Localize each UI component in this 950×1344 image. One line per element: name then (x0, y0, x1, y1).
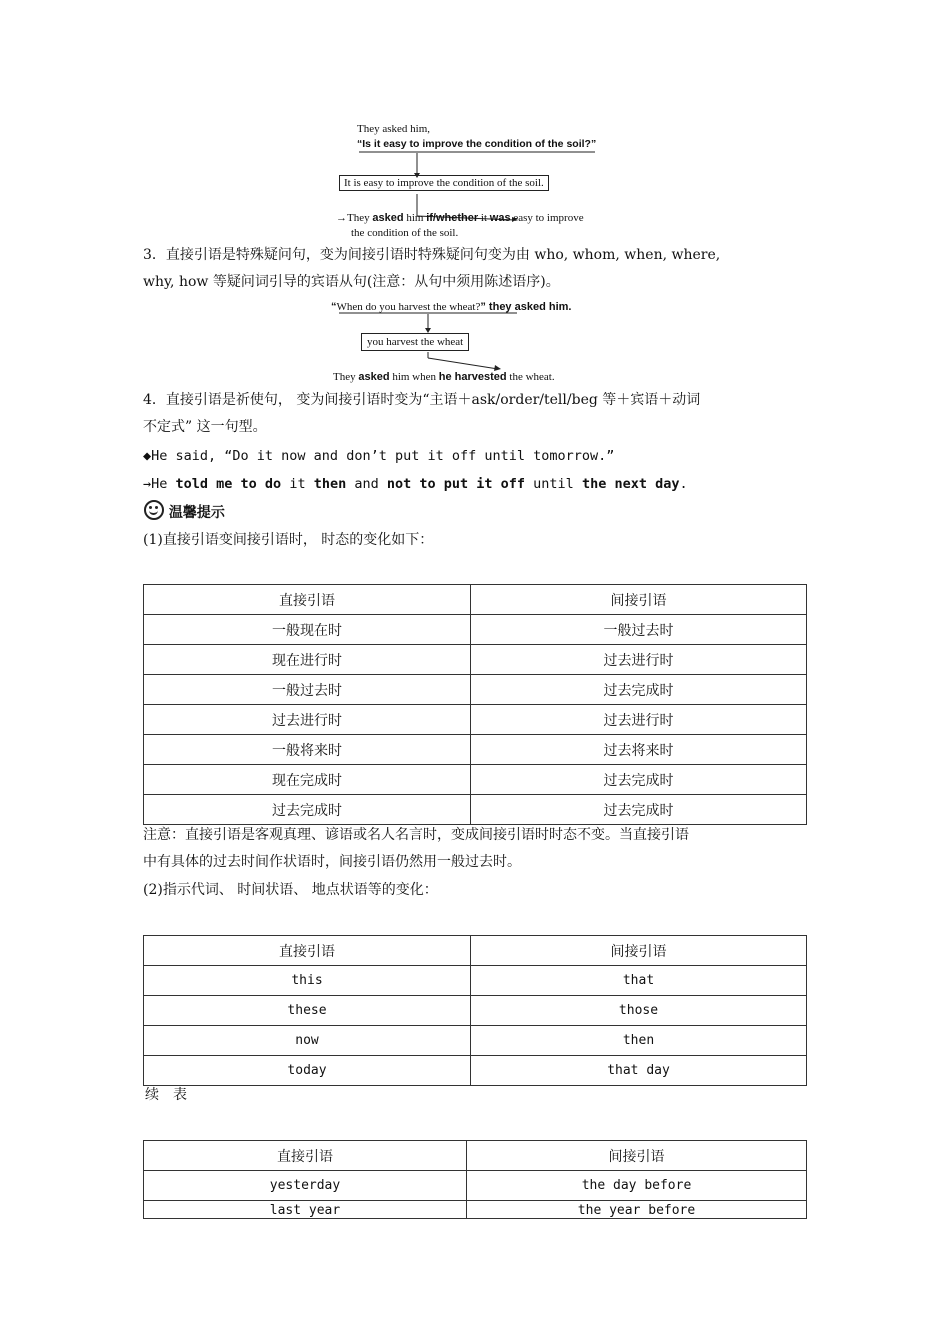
point4-line1: 4．直接引语是祈使句， 变为间接引语时变为“主语＋ask/order/tell/beg 等＋宾语＋动词 (143, 392, 701, 408)
cell-direct: 现在完成时 (144, 765, 471, 795)
cell-direct: 一般将来时 (144, 735, 471, 765)
header-indirect: 间接引语 (467, 1141, 807, 1171)
word-change-table (143, 935, 807, 1086)
point3-line2: why, how 等疑问词引导的宾语从句(注意：从句中须用陈述语序)。 (143, 274, 560, 290)
cell-indirect: that (471, 966, 807, 996)
table-row (144, 1026, 807, 1056)
table-row (144, 795, 807, 825)
table-row (144, 615, 807, 645)
section2-title: (2)指示代词、 时间状语、 地点状语等的变化： (143, 882, 438, 898)
diagram1-result: →They asked him if/whether it was easy to improve (336, 212, 584, 224)
point3-line1: 3．直接引语是特殊疑问句，变为间接引语时特殊疑问句变为由 who, whom, when, where, (143, 247, 721, 263)
example-direct: ◆He said, “Do it now and don’t put it off until tomorrow.” (143, 448, 615, 464)
cell-indirect: 过去完成时 (471, 765, 807, 795)
header-direct: 直接引语 (144, 585, 471, 615)
cell-direct: this (144, 966, 471, 996)
example-indirect: →He told me to do it then and not to put it off until the next day. (143, 476, 688, 492)
word-change-table-continued (143, 1140, 807, 1219)
point4-line2: 不定式” 这一句型。 (143, 419, 267, 435)
table-row (144, 645, 807, 675)
cell-direct: yesterday (144, 1171, 467, 1201)
table-row (144, 996, 807, 1026)
diagram1-box: It is easy to improve the condition of the soil. (339, 175, 549, 191)
cell-direct: last year (144, 1201, 467, 1219)
diagram2-result: They asked him when he harvested the wheat. (333, 371, 555, 383)
table-row (144, 1201, 807, 1219)
table-row (144, 735, 807, 765)
tense-change-table (143, 584, 807, 825)
header-indirect: 间接引语 (471, 585, 807, 615)
arrow-right-icon: → (336, 212, 347, 224)
diagram2-box: you harvest the wheat (361, 333, 469, 351)
diagram1-line1: They asked him, (357, 123, 431, 135)
tip-heading (144, 500, 225, 527)
table-row (144, 1171, 807, 1201)
header-direct: 直接引语 (144, 1141, 467, 1171)
cell-indirect: 过去将来时 (471, 735, 807, 765)
tip-line1: (1)直接引语变间接引语时， 时态的变化如下： (143, 532, 434, 548)
note-line2: 中有具体的过去时间作状语时，间接引语仍然用一般过去时。 (143, 854, 521, 870)
table-row (144, 966, 807, 996)
cell-direct: these (144, 996, 471, 1026)
cell-indirect: 过去完成时 (471, 675, 807, 705)
cell-indirect: the day before (467, 1171, 807, 1201)
note-line1: 注意：直接引语是客观真理、谚语或名人名言时，变成间接引语时时态不变。当直接引语 (143, 827, 689, 843)
cell-indirect: 过去完成时 (471, 795, 807, 825)
cell-direct: 现在进行时 (144, 645, 471, 675)
cell-indirect: 过去进行时 (471, 705, 807, 735)
table-row (144, 1056, 807, 1086)
cell-direct: 一般现在时 (144, 615, 471, 645)
cell-direct: 过去进行时 (144, 705, 471, 735)
tip-label: 温馨提示 (168, 505, 225, 521)
cell-direct: today (144, 1056, 471, 1086)
cell-indirect: the year before (467, 1201, 807, 1219)
cell-direct: 过去完成时 (144, 795, 471, 825)
table-row (144, 705, 807, 735)
table-header-row (144, 1141, 807, 1171)
diagram2-question: “When do you harvest the wheat?” they asked him. (331, 301, 572, 313)
smiley-icon (144, 500, 164, 520)
continued-label: 续 表 (145, 1087, 187, 1103)
cell-indirect: then (471, 1026, 807, 1056)
cell-indirect: that day (471, 1056, 807, 1086)
cell-indirect: 过去进行时 (471, 645, 807, 675)
header-direct: 直接引语 (144, 936, 471, 966)
cell-indirect: 一般过去时 (471, 615, 807, 645)
cell-direct: 一般过去时 (144, 675, 471, 705)
diagram1-question: “Is it easy to improve the condition of the soil?” (357, 138, 597, 150)
header-indirect: 间接引语 (471, 936, 807, 966)
diagram1-result-line2: the condition of the soil. (351, 227, 459, 239)
cell-direct: now (144, 1026, 471, 1056)
table-row (144, 765, 807, 795)
cell-indirect: those (471, 996, 807, 1026)
table-header-row (144, 585, 807, 615)
table-header-row (144, 936, 807, 966)
table-row (144, 675, 807, 705)
